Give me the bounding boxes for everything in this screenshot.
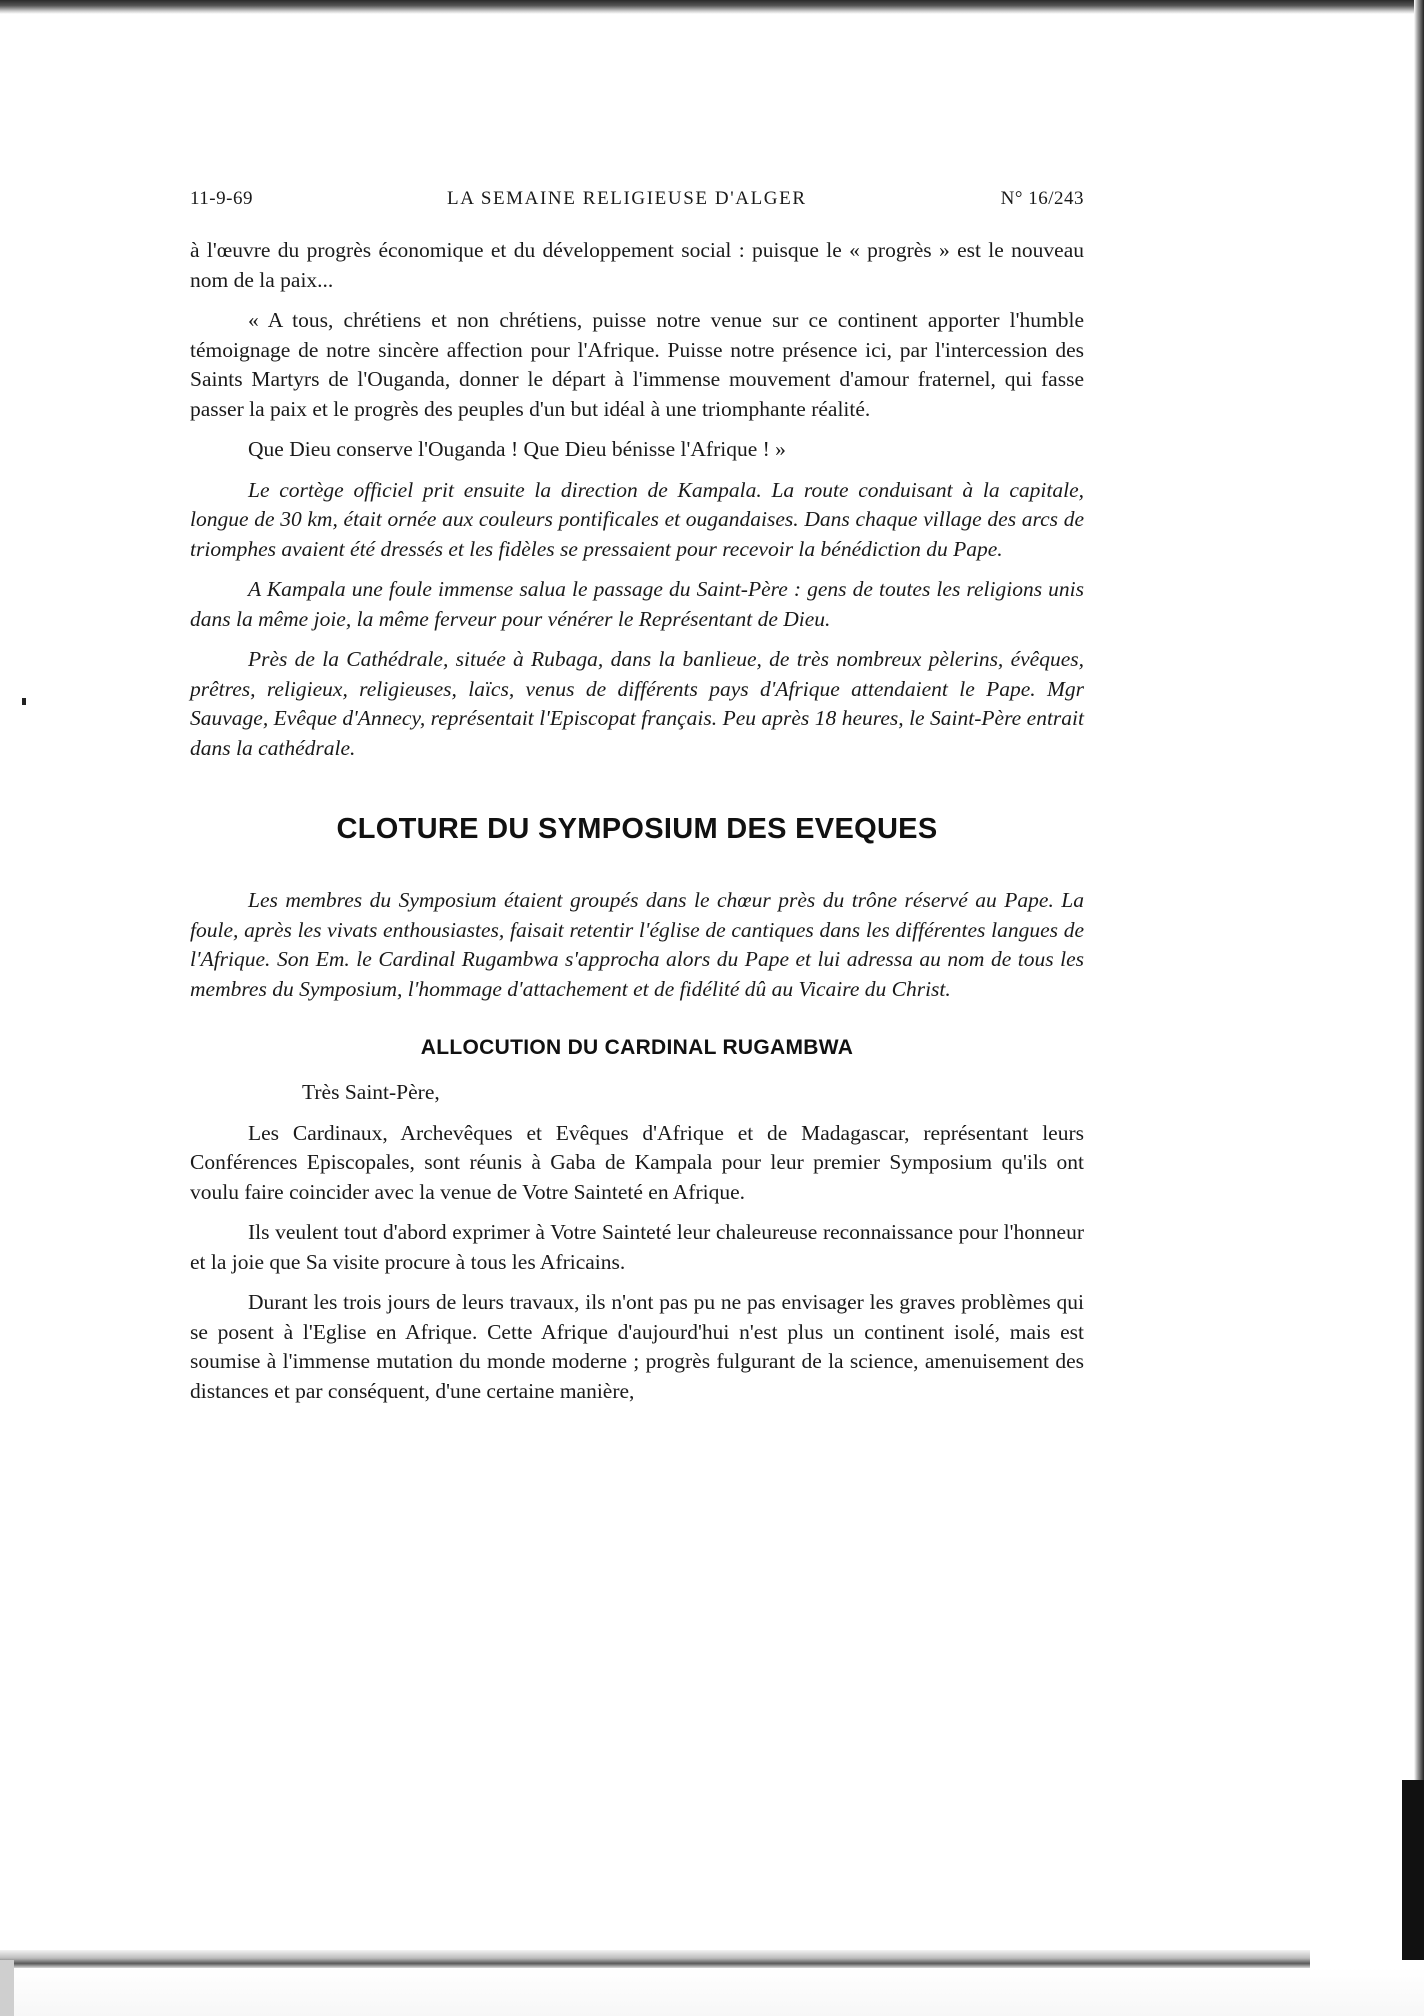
section-heading: CLOTURE DU SYMPOSIUM DES EVEQUES: [336, 813, 938, 845]
salutation: Très Saint-Père,: [302, 1080, 440, 1104]
scan-corner-shadow: [0, 1960, 14, 2016]
scan-top-edge: [0, 0, 1424, 14]
paragraph: Que Dieu conserve l'Ouganda ! Que Dieu bénisse l'Afrique ! »: [248, 437, 786, 461]
header-title: LA SEMAINE RELIGIEUSE D'ALGER: [446, 188, 807, 209]
paragraph: Durant les trois jours de leurs travaux, ils n'ont pas pu ne pas envisager les graves problèmes qui se posent à l'Eglise en Afrique. Cette Afrique d'aujourd'hui n'est plus un continent isolé, mais est soumise à l'immense mutation du monde moderne ; progrès fulgurant de la science, amenuisement des distances et par conséquent, d'une certaine manière,: [190, 1290, 1084, 1403]
scan-bottom-edge: [0, 1950, 1310, 1968]
header-number: N° 16/243: [1000, 188, 1084, 209]
scan-right-edge: [1414, 0, 1424, 1950]
paragraph: Le cortège officiel prit ensuite la direction de Kampala. La route conduisant à la capitale, longue de 30 km, était ornée aux couleurs pontificales et ougandaises. Dans chaque village des arcs de triomphes avaient été dressés et les fidèles se pressaient pour recevoir la bénédiction du Pape.: [190, 477, 1084, 561]
paragraph: A Kampala une foule immense salua le passage du Saint-Père : gens de toutes les religions unis dans la même joie, la même ferveur pour vénérer le Représentant de Dieu.: [190, 577, 1084, 631]
scan-bottom-margin: [0, 1968, 1424, 2016]
paragraph: « A tous, chrétiens et non chrétiens, puisse notre venue sur ce continent apporter l'humble témoignage de notre sincère affection pour l'Afrique. Puisse notre présence ici, par l'intercession des Saints Martyrs de l'Ouganda, donner le départ à l'immense mouvement d'amour fraternel, qui fasse passer la paix et le progrès des peuples d'un but idéal à une triomphante réalité.: [190, 308, 1084, 421]
scan-right-shadow: [1402, 1780, 1424, 1960]
paragraph: Près de la Cathédrale, située à Rubaga, dans la banlieue, de très nombreux pèlerins, évêques, prêtres, religieux, religieuses, laïcs, venus de différents pays d'Afrique attendaient le Pape. Mgr Sauvage, Evêque d'Annecy, représentait l'Episcopat français. Peu après 18 heures, le Saint-Père entrait dans la cathédrale.: [190, 647, 1084, 760]
running-header: [190, 188, 1084, 210]
paragraph: Les Cardinaux, Archevêques et Evêques d'Afrique et de Madagascar, représentant leurs Conférences Episcopales, sont réunis à Gaba de Kampala pour leur premier Symposium qu'ils ont voulu faire coincider avec la venue de Votre Sainteté en Afrique.: [190, 1120, 1084, 1204]
paragraph: Les membres du Symposium étaient groupés dans le chœur près du trône réservé au Pape. La foule, après les vivats enthousiastes, faisait retentir l'église de cantiques dans les différentes langues de l'Afrique. Son Em. le Cardinal Rugambwa s'approcha alors du Pape et lui adressa au nom de tous les membres du Symposium, l'hommage d'attachement et de fidélité dû au Vicaire du Christ.: [190, 888, 1084, 1001]
paragraph: à l'œuvre du progrès économique et du développement social : puisque le « progrès » est le nouveau nom de la paix...: [190, 238, 1084, 292]
scan-speck: [22, 698, 26, 705]
document-page: [190, 188, 1084, 1417]
header-date: 11-9-69: [190, 188, 253, 209]
subsection-heading: ALLOCUTION DU CARDINAL RUGAMBWA: [420, 1036, 854, 1059]
paragraph: Ils veulent tout d'abord exprimer à Votre Sainteté leur chaleureuse reconnaissance pour l'honneur et la joie que Sa visite procure à tous les Africains.: [190, 1220, 1084, 1274]
